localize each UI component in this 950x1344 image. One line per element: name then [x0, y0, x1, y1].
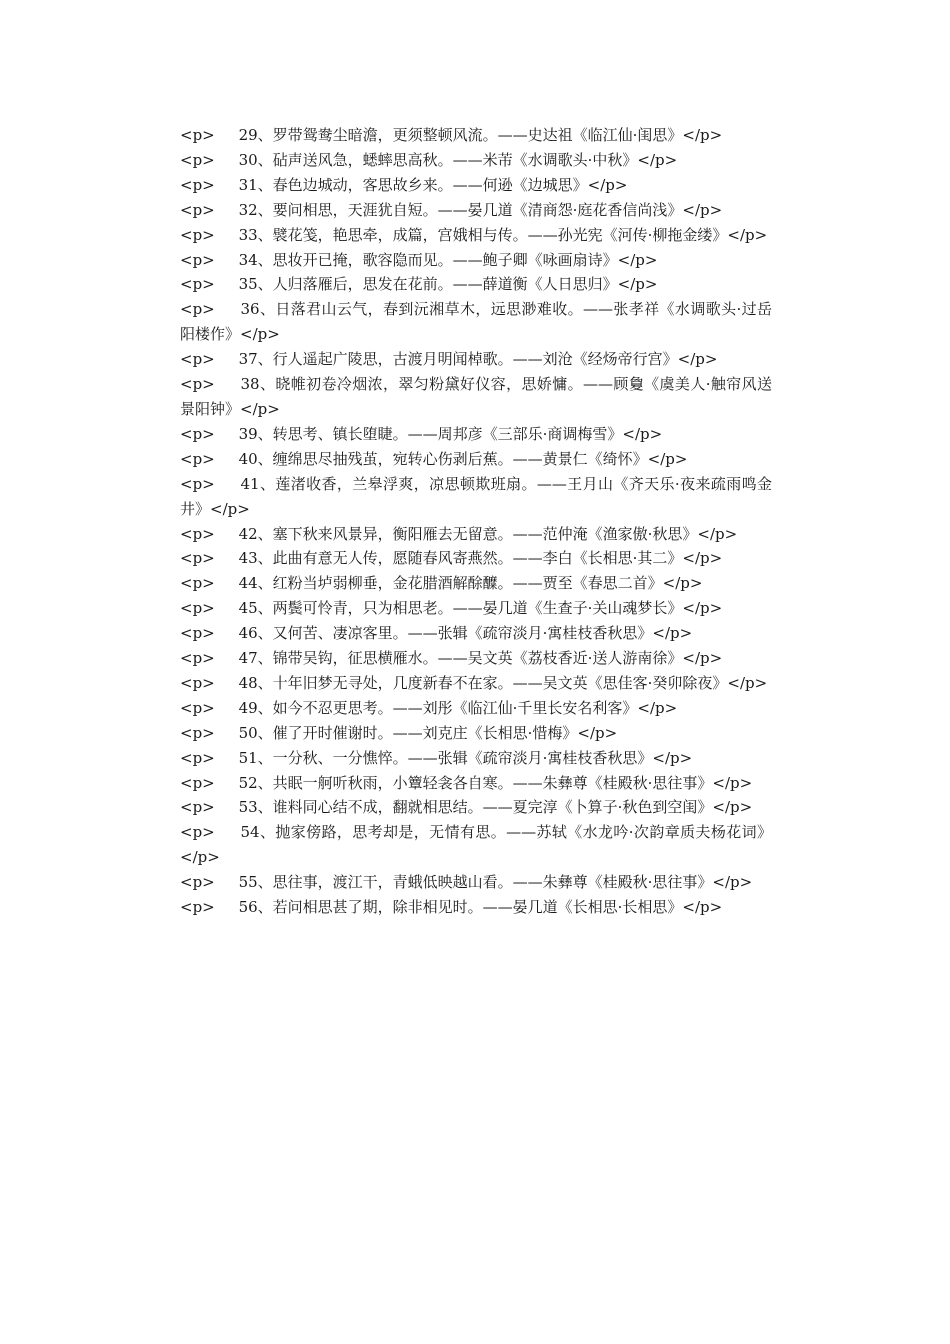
- poem-line-53: <p> 53、谁料同心结不成，翻就相思结。——夏完淳《卜算子·秋色到空闺》</p>: [180, 798, 753, 817]
- poem-line-50: <p> 50、催了开时催谢时。——刘克庄《长相思·惜梅》</p>: [180, 723, 618, 742]
- poem-line-33: <p> 33、襞花笺，艳思牵，成篇，宫娥相与传。——孙光宪《河传·柳拖金缕》</p>: [180, 225, 768, 244]
- poem-line-32: <p> 32、要问相思，天涯犹自短。——晏几道《清商怨·庭花香信尚浅》</p>: [180, 200, 723, 219]
- poem-line-29: <p> 29、罗带鸳鸯尘暗澹，更须整顿风流。——史达祖《临江仙·闺思》</p>: [180, 126, 723, 144]
- poem-line-51: <p> 51、一分秋、一分憔悴。——张辑《疏帘淡月·寓桂枝香秋思》</p>: [180, 748, 693, 767]
- poem-line-49: <p> 49、如今不忍更思考。——刘彤《临江仙·千里长安名利客》</p>: [180, 698, 678, 717]
- poem-line-45: <p> 45、两鬓可怜青，只为相思老。——晏几道《生查子·关山魂梦长》</p>: [180, 599, 723, 618]
- poem-line-34: <p> 34、思妆开已掩，歌容隐而见。——鲍子卿《咏画扇诗》</p>: [180, 250, 658, 269]
- poem-line-35: <p> 35、人归落雁后，思发在花前。——薛道衡《人日思归》</p>: [180, 275, 658, 294]
- poem-line-46: <p> 46、又何苦、凄凉客里。——张辑《疏帘淡月·寓桂枝香秋思》</p>: [180, 624, 693, 643]
- poem-line-36: <p> 36、日落君山云气，春到沅湘草木，远思渺难收。——张孝祥《水调歌头·过岳阳楼作》</p>: [180, 300, 772, 344]
- poem-line-42: <p> 42、塞下秋来风景异，衡阳雁去无留意。——范仲淹《渔家傲·秋思》</p>: [180, 524, 738, 543]
- poem-line-39: <p> 39、转思考、镇长堕睫。——周邦彦《三部乐·商调梅雪》</p>: [180, 424, 663, 443]
- poem-line-54: <p> 54、抛家傍路，思考却是，无情有思。——苏轼《水龙吟·次韵章质夫杨花词》</p>: [180, 823, 772, 867]
- poem-line-30: <p> 30、砧声送风急，蟋蟀思高秋。——米芾《水调歌头·中秋》</p>: [180, 150, 678, 169]
- poem-line-47: <p> 47、锦带吴钩，征思横雁水。——吴文英《荔枝香近·送人游南徐》</p>: [180, 649, 723, 668]
- poem-line-44: <p> 44、红粉当垆弱柳垂，金花腊酒解酴醾。——贾至《春思二首》</p>: [180, 574, 703, 593]
- poem-line-56: <p> 56、若问相思甚了期，除非相见时。——晏几道《长相思·长相思》</p>: [180, 898, 723, 917]
- poem-line-55: <p> 55、思往事，渡江干，青蛾低映越山看。——朱彝尊《桂殿秋·思往事》</p>: [180, 873, 753, 892]
- poem-line-41: <p> 41、莲渚收香，兰皋浮爽，凉思顿欺班扇。——王月山《齐天乐·夜来疏雨鸣金井》</p>: [180, 474, 772, 518]
- poem-line-40: <p> 40、缠绵思尽抽残茧，宛转心伤剥后蕉。——黄景仁《绮怀》</p>: [180, 449, 688, 468]
- poem-line-38: <p> 38、晓帷初卷冷烟浓，翠匀粉黛好仪容，思娇慵。——顾敻《虞美人·触帘风送景阳钟》</p>: [180, 375, 772, 418]
- poem-line-37: <p> 37、行人遥起广陵思，古渡月明闻棹歌。——刘沧《经炀帝行宫》</p>: [180, 350, 718, 369]
- poem-line-52: <p> 52、共眠一舸听秋雨，小簟轻衾各自寒。——朱彝尊《桂殿秋·思往事》</p>: [180, 773, 753, 792]
- poem-line-43: <p> 43、此曲有意无人传，愿随春风寄燕然。——李白《长相思·其二》</p>: [180, 549, 723, 568]
- poem-line-31: <p> 31、春色边城动，客思故乡来。——何逊《边城思》</p>: [180, 175, 628, 194]
- document-body: [180, 123, 772, 920]
- poem-line-48: <p> 48、十年旧梦无寻处，几度新春不在家。——吴文英《思佳客·癸卯除夜》</p>: [180, 673, 768, 692]
